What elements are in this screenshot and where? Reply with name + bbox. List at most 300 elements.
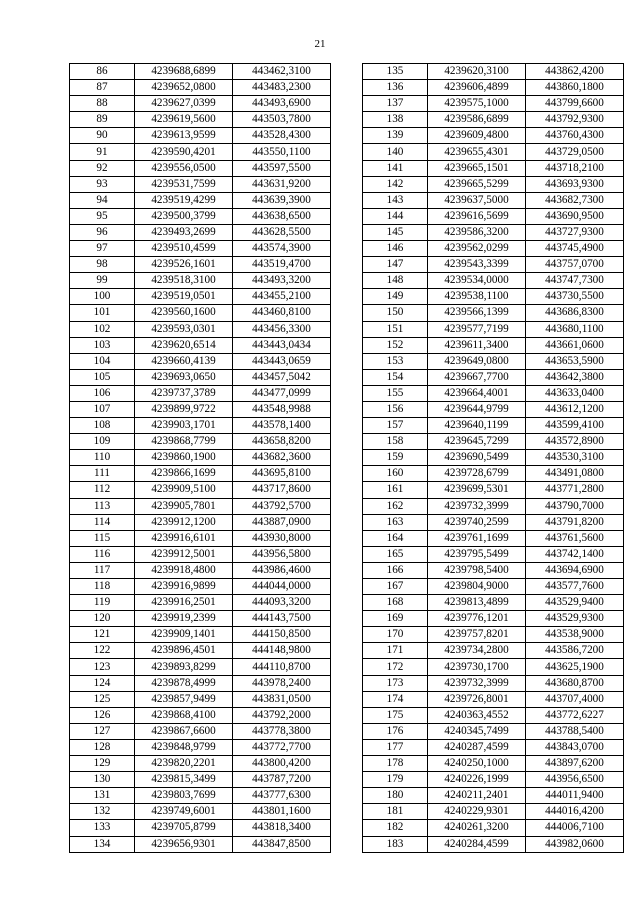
y-coordinate-cell: 444016,4200 [526,804,624,820]
y-coordinate-cell: 443986,4600 [233,562,331,578]
x-coordinate-cell: 4239912,5001 [135,546,233,562]
table-row [70,498,331,514]
x-coordinate-cell: 4239575,1000 [428,96,526,112]
y-coordinate-cell: 443831,0500 [233,691,331,707]
point-number-cell: 137 [363,96,428,112]
x-coordinate-cell: 4239688,6899 [135,64,233,80]
point-number-cell: 106 [70,385,135,401]
y-coordinate-cell: 443456,3300 [233,321,331,337]
point-number-cell: 164 [363,530,428,546]
x-coordinate-cell: 4239593,0301 [135,321,233,337]
point-number-cell: 156 [363,401,428,417]
y-coordinate-cell: 443694,6900 [526,562,624,578]
table-row [70,659,331,675]
x-coordinate-cell: 4239918,4800 [135,562,233,578]
x-coordinate-cell: 4239577,7199 [428,321,526,337]
x-coordinate-cell: 4239905,7801 [135,498,233,514]
table-row [363,482,624,498]
point-number-cell: 101 [70,305,135,321]
point-number-cell: 93 [70,176,135,192]
y-coordinate-cell: 444011,9400 [526,788,624,804]
table-row [70,836,331,852]
table-row [363,756,624,772]
x-coordinate-cell: 4239534,0000 [428,273,526,289]
table-row [363,257,624,273]
coordinates-table-left [69,63,331,853]
y-coordinate-cell: 443745,4900 [526,241,624,257]
point-number-cell: 140 [363,144,428,160]
x-coordinate-cell: 4239916,9899 [135,579,233,595]
y-coordinate-cell: 443483,2300 [233,80,331,96]
y-coordinate-cell: 444044,0000 [233,579,331,595]
y-coordinate-cell: 443586,7200 [526,643,624,659]
y-coordinate-cell: 443639,3900 [233,192,331,208]
point-number-cell: 95 [70,208,135,224]
table-row [363,176,624,192]
point-number-cell: 128 [70,739,135,755]
point-number-cell: 146 [363,241,428,257]
x-coordinate-cell: 4239734,2800 [428,643,526,659]
point-number-cell: 123 [70,659,135,675]
x-coordinate-cell: 4239705,8799 [135,820,233,836]
table-row [363,514,624,530]
point-number-cell: 96 [70,224,135,240]
x-coordinate-cell: 4239660,4139 [135,353,233,369]
table-row [70,128,331,144]
y-coordinate-cell: 443686,8300 [526,305,624,321]
table-row [363,627,624,643]
y-coordinate-cell: 443528,4300 [233,128,331,144]
y-coordinate-cell: 443862,4200 [526,64,624,80]
x-coordinate-cell: 4239620,3100 [428,64,526,80]
y-coordinate-cell: 443661,0600 [526,337,624,353]
x-coordinate-cell: 4239916,2501 [135,595,233,611]
point-number-cell: 147 [363,257,428,273]
x-coordinate-cell: 4239543,3399 [428,257,526,273]
table-row [363,466,624,482]
x-coordinate-cell: 4239919,2399 [135,611,233,627]
table-row [70,450,331,466]
table-row [363,562,624,578]
y-coordinate-cell: 443519,4700 [233,257,331,273]
y-coordinate-cell: 443638,6500 [233,208,331,224]
table-row [70,546,331,562]
table-row [363,611,624,627]
table-row [363,289,624,305]
table-row [363,369,624,385]
table-row [70,627,331,643]
point-number-cell: 161 [363,482,428,498]
point-number-cell: 119 [70,595,135,611]
x-coordinate-cell: 4239649,0800 [428,353,526,369]
y-coordinate-cell: 443572,8900 [526,434,624,450]
x-coordinate-cell: 4240211,2401 [428,788,526,804]
point-number-cell: 179 [363,772,428,788]
point-number-cell: 99 [70,273,135,289]
point-number-cell: 181 [363,804,428,820]
x-coordinate-cell: 4239609,4800 [428,128,526,144]
x-coordinate-cell: 4240287,4599 [428,739,526,755]
point-number-cell: 86 [70,64,135,80]
table-row [70,788,331,804]
point-number-cell: 115 [70,530,135,546]
point-number-cell: 142 [363,176,428,192]
y-coordinate-cell: 443578,1400 [233,418,331,434]
y-coordinate-cell: 444110,8700 [233,659,331,675]
point-number-cell: 182 [363,820,428,836]
table-row [363,530,624,546]
table-row [70,707,331,723]
x-coordinate-cell: 4239619,5600 [135,112,233,128]
table-row [70,482,331,498]
point-number-cell: 117 [70,562,135,578]
y-coordinate-cell: 443455,2100 [233,289,331,305]
y-coordinate-cell: 443778,3800 [233,723,331,739]
y-coordinate-cell: 443718,2100 [526,160,624,176]
table-row [70,337,331,353]
table-row [70,804,331,820]
table-row [363,804,624,820]
x-coordinate-cell: 4239732,3999 [428,675,526,691]
x-coordinate-cell: 4239757,8201 [428,627,526,643]
table-row [363,434,624,450]
table-row [70,643,331,659]
point-number-cell: 135 [363,64,428,80]
table-row [363,128,624,144]
y-coordinate-cell: 443978,2400 [233,675,331,691]
x-coordinate-cell: 4239912,1200 [135,514,233,530]
table-row [70,530,331,546]
y-coordinate-cell: 443457,5042 [233,369,331,385]
x-coordinate-cell: 4239899,9722 [135,401,233,417]
point-number-cell: 168 [363,595,428,611]
point-number-cell: 153 [363,353,428,369]
point-number-cell: 102 [70,321,135,337]
point-number-cell: 171 [363,643,428,659]
y-coordinate-cell: 443801,1600 [233,804,331,820]
point-number-cell: 165 [363,546,428,562]
point-number-cell: 88 [70,96,135,112]
table-row [70,305,331,321]
table-row [363,450,624,466]
y-coordinate-cell: 443503,7800 [233,112,331,128]
x-coordinate-cell: 4239590,4201 [135,144,233,160]
table-row [363,64,624,80]
table-row [70,369,331,385]
table-row [363,224,624,240]
point-number-cell: 155 [363,385,428,401]
x-coordinate-cell: 4239500,3799 [135,208,233,224]
point-number-cell: 177 [363,739,428,755]
table-row [70,192,331,208]
table-row [363,80,624,96]
y-coordinate-cell: 443538,9000 [526,627,624,643]
x-coordinate-cell: 4239916,6101 [135,530,233,546]
table-row [363,691,624,707]
point-number-cell: 175 [363,707,428,723]
y-coordinate-cell: 443956,6500 [526,772,624,788]
x-coordinate-cell: 4239627,0399 [135,96,233,112]
y-coordinate-cell: 443843,0700 [526,739,624,755]
table-row [363,96,624,112]
y-coordinate-cell: 443682,7300 [526,192,624,208]
x-coordinate-cell: 4239667,7700 [428,369,526,385]
point-number-cell: 116 [70,546,135,562]
x-coordinate-cell: 4239616,5699 [428,208,526,224]
point-number-cell: 141 [363,160,428,176]
table-row [70,772,331,788]
x-coordinate-cell: 4239867,6600 [135,723,233,739]
point-number-cell: 133 [70,820,135,836]
y-coordinate-cell: 444006,7100 [526,820,624,836]
x-coordinate-cell: 4239665,5299 [428,176,526,192]
point-number-cell: 105 [70,369,135,385]
point-number-cell: 130 [70,772,135,788]
x-coordinate-cell: 4240363,4552 [428,707,526,723]
y-coordinate-cell: 443628,5500 [233,224,331,240]
y-coordinate-cell: 443771,2800 [526,482,624,498]
table-row [363,723,624,739]
table-row [70,691,331,707]
point-number-cell: 131 [70,788,135,804]
table-row [70,176,331,192]
y-coordinate-cell: 443548,9988 [233,401,331,417]
table-row [70,208,331,224]
y-coordinate-cell: 443777,6300 [233,788,331,804]
point-number-cell: 87 [70,80,135,96]
y-coordinate-cell: 443930,8000 [233,530,331,546]
point-number-cell: 100 [70,289,135,305]
x-coordinate-cell: 4239761,1699 [428,530,526,546]
point-number-cell: 121 [70,627,135,643]
y-coordinate-cell: 443631,9200 [233,176,331,192]
table-row [363,595,624,611]
point-number-cell: 104 [70,353,135,369]
table-row [363,772,624,788]
y-coordinate-cell: 443599,4100 [526,418,624,434]
x-coordinate-cell: 4239586,6899 [428,112,526,128]
point-number-cell: 98 [70,257,135,273]
y-coordinate-cell: 443680,1100 [526,321,624,337]
point-number-cell: 180 [363,788,428,804]
point-number-cell: 122 [70,643,135,659]
y-coordinate-cell: 443682,3600 [233,450,331,466]
x-coordinate-cell: 4239848,9799 [135,739,233,755]
y-coordinate-cell: 443642,3800 [526,369,624,385]
y-coordinate-cell: 443772,7700 [233,739,331,755]
y-coordinate-cell: 443761,5600 [526,530,624,546]
y-coordinate-cell: 443550,1100 [233,144,331,160]
table-row [70,385,331,401]
y-coordinate-cell: 443792,2000 [233,707,331,723]
y-coordinate-cell: 443956,5800 [233,546,331,562]
table-row [70,64,331,80]
point-number-cell: 129 [70,756,135,772]
point-number-cell: 108 [70,418,135,434]
table-row [363,305,624,321]
point-number-cell: 113 [70,498,135,514]
x-coordinate-cell: 4239798,5400 [428,562,526,578]
y-coordinate-cell: 443477,0999 [233,385,331,401]
point-number-cell: 136 [363,80,428,96]
x-coordinate-cell: 4239903,1701 [135,418,233,434]
table-row [70,562,331,578]
point-number-cell: 94 [70,192,135,208]
y-coordinate-cell: 444143,7500 [233,611,331,627]
y-coordinate-cell: 443707,4000 [526,691,624,707]
y-coordinate-cell: 443690,9500 [526,208,624,224]
x-coordinate-cell: 4239644,9799 [428,401,526,417]
x-coordinate-cell: 4239776,1201 [428,611,526,627]
y-coordinate-cell: 443792,9300 [526,112,624,128]
point-number-cell: 159 [363,450,428,466]
y-coordinate-cell: 443791,8200 [526,514,624,530]
point-number-cell: 92 [70,160,135,176]
table-row [363,273,624,289]
y-coordinate-cell: 443787,7200 [233,772,331,788]
x-coordinate-cell: 4239655,4301 [428,144,526,160]
point-number-cell: 160 [363,466,428,482]
point-number-cell: 124 [70,675,135,691]
x-coordinate-cell: 4239690,5499 [428,450,526,466]
x-coordinate-cell: 4239656,9301 [135,836,233,852]
table-row [70,723,331,739]
table-row [363,707,624,723]
x-coordinate-cell: 4239538,1100 [428,289,526,305]
y-coordinate-cell: 443658,8200 [233,434,331,450]
table-row [70,595,331,611]
y-coordinate-cell: 443727,9300 [526,224,624,240]
point-number-cell: 139 [363,128,428,144]
point-number-cell: 148 [363,273,428,289]
point-number-cell: 134 [70,836,135,852]
table-row [70,96,331,112]
x-coordinate-cell: 4239795,5499 [428,546,526,562]
x-coordinate-cell: 4239611,3400 [428,337,526,353]
point-number-cell: 90 [70,128,135,144]
x-coordinate-cell: 4239518,3100 [135,273,233,289]
y-coordinate-cell: 443443,0659 [233,353,331,369]
table-row [363,675,624,691]
point-number-cell: 132 [70,804,135,820]
point-number-cell: 158 [363,434,428,450]
point-number-cell: 97 [70,241,135,257]
x-coordinate-cell: 4239803,7699 [135,788,233,804]
point-number-cell: 127 [70,723,135,739]
x-coordinate-cell: 4239652,0800 [135,80,233,96]
table-row [70,241,331,257]
y-coordinate-cell: 443612,1200 [526,401,624,417]
x-coordinate-cell: 4239637,5000 [428,192,526,208]
table-row [70,80,331,96]
table-row [363,788,624,804]
x-coordinate-cell: 4239606,4899 [428,80,526,96]
x-coordinate-cell: 4239728,6799 [428,466,526,482]
y-coordinate-cell: 443742,1400 [526,546,624,562]
point-number-cell: 173 [363,675,428,691]
x-coordinate-cell: 4239749,6001 [135,804,233,820]
table-row [363,579,624,595]
x-coordinate-cell: 4239586,3200 [428,224,526,240]
x-coordinate-cell: 4240229,9301 [428,804,526,820]
point-number-cell: 91 [70,144,135,160]
y-coordinate-cell: 443493,3200 [233,273,331,289]
table-row [363,192,624,208]
x-coordinate-cell: 4239620,6514 [135,337,233,353]
y-coordinate-cell: 443757,0700 [526,257,624,273]
x-coordinate-cell: 4239526,1601 [135,257,233,273]
x-coordinate-cell: 4239909,1401 [135,627,233,643]
x-coordinate-cell: 4239645,7299 [428,434,526,450]
x-coordinate-cell: 4239510,4599 [135,241,233,257]
table-row [70,579,331,595]
table-row [70,353,331,369]
x-coordinate-cell: 4239860,1900 [135,450,233,466]
y-coordinate-cell: 443633,0400 [526,385,624,401]
point-number-cell: 109 [70,434,135,450]
y-coordinate-cell: 443887,0900 [233,514,331,530]
x-coordinate-cell: 4239562,0299 [428,241,526,257]
coordinates-table-right [362,63,624,853]
table-row [70,257,331,273]
table-row [70,675,331,691]
point-number-cell: 110 [70,450,135,466]
point-number-cell: 151 [363,321,428,337]
table-row [70,273,331,289]
x-coordinate-cell: 4239566,1399 [428,305,526,321]
y-coordinate-cell: 443530,3100 [526,450,624,466]
table-row [363,353,624,369]
x-coordinate-cell: 4239732,3999 [428,498,526,514]
point-number-cell: 111 [70,466,135,482]
y-coordinate-cell: 443860,1800 [526,80,624,96]
y-coordinate-cell: 443799,6600 [526,96,624,112]
table-row [363,546,624,562]
point-number-cell: 89 [70,112,135,128]
y-coordinate-cell: 443693,9300 [526,176,624,192]
table-row [363,337,624,353]
y-coordinate-cell: 443597,5500 [233,160,331,176]
point-number-cell: 145 [363,224,428,240]
table-row [363,739,624,755]
table-row [363,498,624,514]
x-coordinate-cell: 4240284,4599 [428,836,526,852]
y-coordinate-cell: 444148,9800 [233,643,331,659]
x-coordinate-cell: 4239730,1700 [428,659,526,675]
y-coordinate-cell: 443772,6227 [526,707,624,723]
table-row [70,418,331,434]
y-coordinate-cell: 443818,3400 [233,820,331,836]
table-row [70,466,331,482]
x-coordinate-cell: 4240345,7499 [428,723,526,739]
table-row [363,160,624,176]
x-coordinate-cell: 4239519,4299 [135,192,233,208]
y-coordinate-cell: 443460,8100 [233,305,331,321]
point-number-cell: 157 [363,418,428,434]
y-coordinate-cell: 443847,8500 [233,836,331,852]
point-number-cell: 166 [363,562,428,578]
x-coordinate-cell: 4239640,1199 [428,418,526,434]
point-number-cell: 163 [363,514,428,530]
y-coordinate-cell: 443462,3100 [233,64,331,80]
table-row [70,739,331,755]
x-coordinate-cell: 4239815,3499 [135,772,233,788]
table-row [70,401,331,417]
table-row [70,514,331,530]
y-coordinate-cell: 443730,5500 [526,289,624,305]
point-number-cell: 174 [363,691,428,707]
x-coordinate-cell: 4239893,8299 [135,659,233,675]
